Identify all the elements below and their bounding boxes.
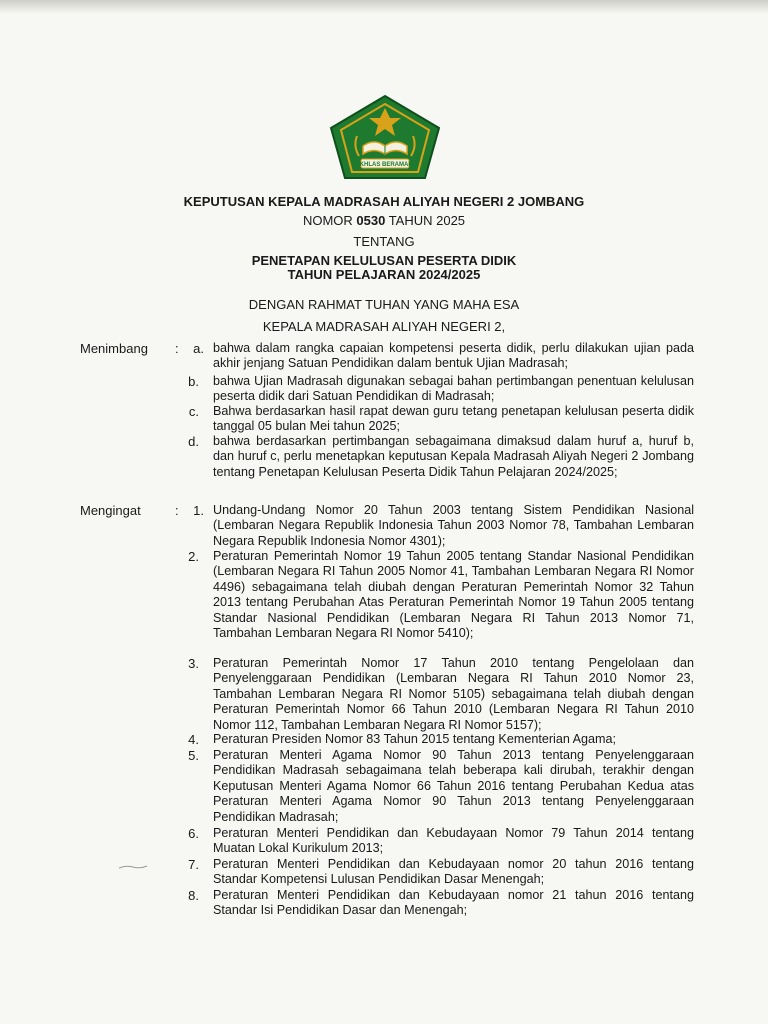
menimbang-item: bahwa berdasarkan pertimbangan sebagaimana dimaksud dalam huruf a, huruf b, dan huruf c, perlu menetapkan keputusan Kepala Madrasah Aliyah Negeri 2 Jombang tentang Penetapan Kelulusan Peserta Didik Tahun Pelajaran 2024/2025; — [213, 434, 694, 479]
mengingat-item: Peraturan Pemerintah Nomor 19 Tahun 2005 tentang Standar Nasional Pendidikan (Lembaran Negara RI Tahun 2005 Nomor 41, Tambahan Lembaran Negara RI Nomor 4496) sebagaimana telah diubah dengan Peraturan Pemerintah Nomor 32 Tahun 2013 tentang Perubahan Atas Peraturan Pemerintah Nomor 19 Tahun 2005 tentang Standar Nasional Pendidikan (Lembaran Negara RI Tahun 2013 Nomor 71, Tambahan Lembaran Negara RI Nomor 5410); — [213, 549, 694, 641]
mengingat-marker: 3. — [188, 656, 199, 671]
tentang-label: TENTANG — [353, 234, 415, 249]
mengingat-marker: 1. — [193, 503, 204, 518]
menimbang-marker: d. — [188, 434, 199, 449]
scan-edge — [0, 0, 768, 14]
mengingat-marker: 6. — [188, 826, 199, 841]
menimbang-label: Menimbang — [80, 341, 148, 356]
invocation: DENGAN RAHMAT TUHAN YANG MAHA ESA — [248, 297, 520, 312]
menimbang-item: bahwa Ujian Madrasah digunakan sebagai bahan pertimbangan penentuan kelulusan peserta didik dari Satuan Pendidikan di Madrasah; — [213, 374, 694, 404]
menimbang-marker: c. — [188, 404, 199, 419]
menimbang-marker: a. — [193, 341, 204, 356]
subject-line-2: TAHUN PELAJARAN 2024/2025 — [287, 267, 481, 282]
mengingat-item: Peraturan Menteri Pendidikan dan Kebudayaan nomor 20 tahun 2016 tentang Standar Kompetensi Lulusan Pendidikan Dasar Menengah; — [213, 857, 694, 887]
mengingat-marker: 2. — [188, 549, 199, 564]
nomor-value: 0530 — [356, 213, 386, 228]
subject-line-1: PENETAPAN KELULUSAN PESERTA DIDIK — [251, 253, 517, 268]
menimbang-marker: b. — [188, 374, 199, 389]
logo-banner-text: IKHLAS BERAMAL — [358, 162, 412, 168]
mengingat-item: Peraturan Menteri Pendidikan dan Kebudayaan nomor 21 tahun 2016 tentang Standar Isi Pendidikan Dasar dan Menengah; — [213, 888, 694, 918]
decree-number — [0, 212, 768, 230]
mengingat-marker: 5. — [188, 748, 199, 763]
mengingat-colon: : — [175, 503, 179, 518]
mengingat-marker: 8. — [188, 888, 199, 903]
menimbang-item: bahwa dalam rangka capaian kompetensi peserta didik, perlu dilakukan ujian pada akhir jenjang Satuan Pendidikan dalam bentuk Ujian Madrasah; — [213, 341, 694, 371]
mengingat-marker: 7. — [188, 857, 199, 872]
mengingat-item: Undang-Undang Nomor 20 Tahun 2003 tentang Sistem Pendidikan Nasional (Lembaran Negara Republik Indonesia Tahun 2003 Nomor 78, Tambahan Lembaran Negara Republik Indonesia Nomor 4301); — [213, 503, 694, 548]
mengingat-label: Mengingat — [80, 503, 141, 518]
kemenag-logo-icon — [329, 94, 441, 180]
menimbang-colon: : — [175, 341, 179, 356]
mengingat-item: Peraturan Menteri Pendidikan dan Kebudayaan Nomor 79 Tahun 2014 tentang Muatan Lokal Kurikulum 2013; — [213, 826, 694, 856]
menimbang-item: Bahwa berdasarkan hasil rapat dewan guru tetang penetapan kelulusan peserta didik tanggal 05 bulan Mei tahun 2025; — [213, 404, 694, 434]
nomor-year: TAHUN 2025 — [385, 213, 466, 228]
mengingat-item: Peraturan Pemerintah Nomor 17 Tahun 2010 tentang Pengelolaan dan Penyelenggaraan Pendidikan (Lembaran Negara RI Tahun 2010 Nomor 23, Tambahan Lembaran Negara RI Nomor 5105) sebagaimana telah diubah dengan Peraturan Pemerintah Nomor 66 Tahun 2010 (Lembaran Negara RI Tahun 2010 Nomor 112, Tambahan Lembaran Negara RI Nomor 5157); — [213, 656, 694, 732]
mengingat-marker: 4. — [188, 732, 199, 747]
scan-mark — [118, 864, 148, 870]
decree-title: KEPUTUSAN KEPALA MADRASAH ALIYAH NEGERI 2 JOMBANG — [183, 194, 585, 209]
authority: KEPALA MADRASAH ALIYAH NEGERI 2, — [262, 319, 506, 334]
nomor-label: NOMOR — [302, 213, 357, 228]
mengingat-item: Peraturan Menteri Agama Nomor 90 Tahun 2013 tentang Penyelenggaraan Pendidikan Madrasah sebagaimana telah beberapa kali dirubah, terakhir dengan Keputusan Menteri Agama Nomor 66 Tahun 2016 tentang Perubahan Kedua atas Peraturan Menteri Agama Nomor 90 Tahun 2013 tentang Penyelenggaraan Pendidikan Madrasah; — [213, 748, 694, 824]
mengingat-item: Peraturan Presiden Nomor 83 Tahun 2015 tentang Kementerian Agama; — [213, 732, 617, 746]
